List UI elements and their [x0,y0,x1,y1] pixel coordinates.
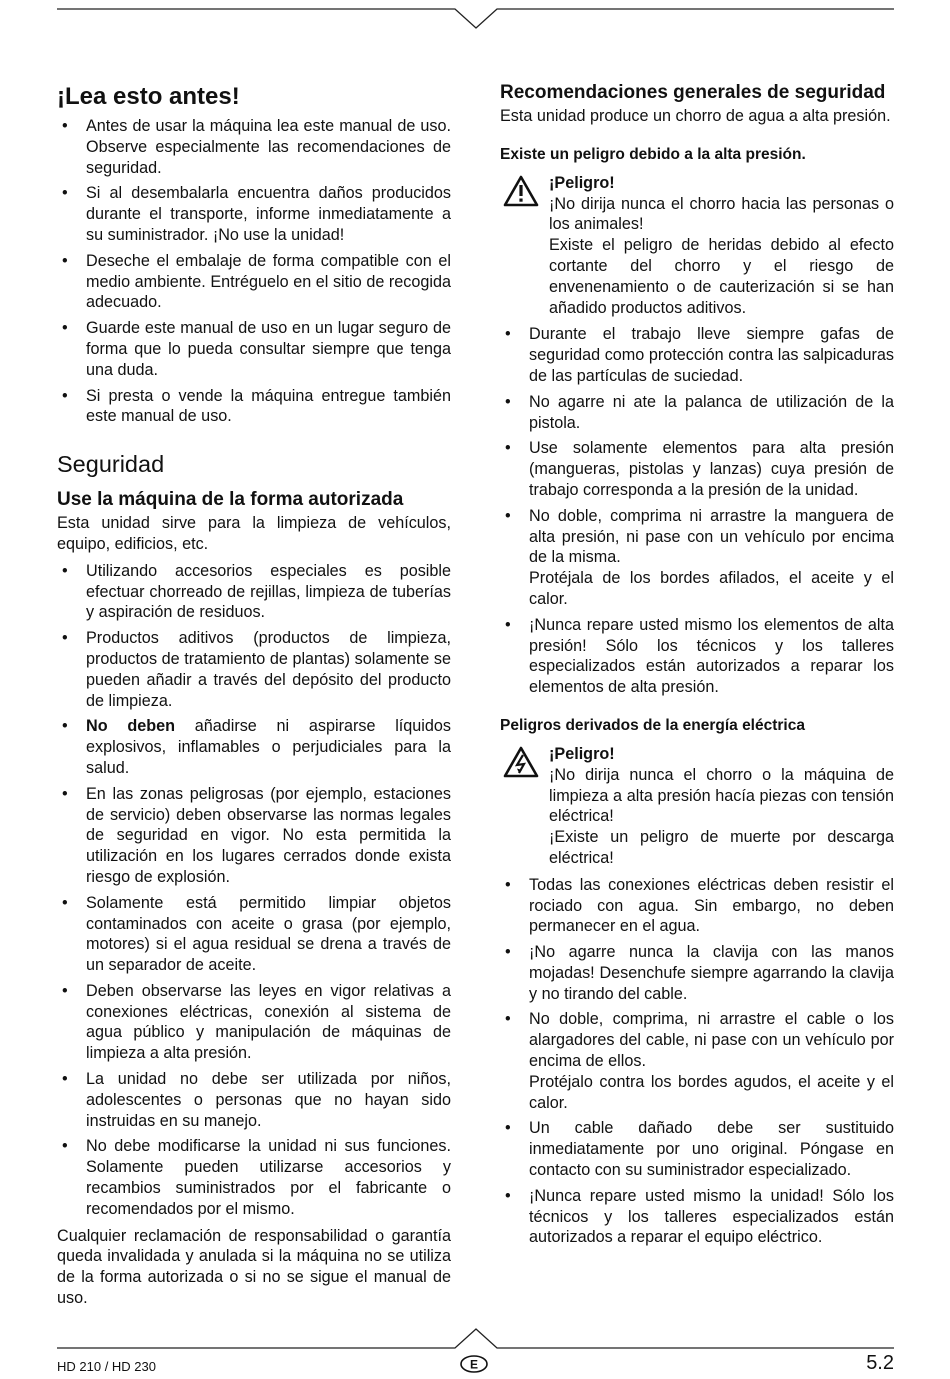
list-item: • Deben observarse las leyes en vigor relativas a conexiones eléctricas, conexión al sistema de agua público y manipulación de máquinas de limpieza a alta presión. [62,981,451,1063]
page-number: 5.2 [866,1352,894,1374]
list-item: • Guarde este manual de uso en un lugar seguro de forma que lo pueda consultar siempre que tenga una duda. [62,319,451,379]
general-safety-heading: Recomendaciones generales de seguridad [500,82,886,103]
list-item: • No doble, comprima, ni arrastre el cable o los alargadores del cable, ni pase con un vehículo por encima de ellos. Protéjalo contra los bordes agudos, el aceite y el calor. [505,1010,894,1112]
authorized-use-heading: Use la máquina de la forma autorizada [57,489,404,511]
list-item: • Todas las conexiones eléctricas deben resistir el rociado con agua. Sin embargo, no deben permanecer en el agua. [505,875,894,936]
list-item: • Use solamente elementos para alta presión (mangueras, pistolas y lanzas) cuya presión de trabajo corresponda a la presión de la unidad. [505,439,894,499]
list-item: • ¡No agarre nunca la clavija con las manos mojadas! Desenchufe siempre agarrando la clavija y no tirando del cable. [505,943,894,1003]
list-item: • Productos aditivos (productos de limpieza, productos de tratamiento de plantas) solamente se pueden añadir a través del depósito del producto de limpieza. [62,629,451,710]
warning-title: ¡Peligro! [549,744,615,763]
electric-list [500,875,894,1249]
electric-hazard-heading: Peligros derivados de la energía eléctrica [500,716,805,734]
warning-text: ¡No dirija nunca el chorro hacia las personas o los animales! [549,194,894,234]
pressure-list [500,324,894,698]
authorized-use-list [57,561,451,1220]
bottom-rule [0,1320,950,1360]
list-item: • Si al desembalarla encuentra daños producidos durante el transporte, informe inmediatamente a su suministrador. ¡No use la unidad! [62,184,451,244]
read-first-title: ¡Lea esto antes! [57,83,240,110]
warning-text: Existe el peligro de heridas debido al efecto cortante del chorro y el riesgo de envenenamiento o de cauterización si se han añadido productos aditivos. [549,236,894,317]
list-item: • ¡Nunca repare usted mismo los elementos de alta presión! Sólo los técnicos y los talleres especializados están autorizados a reparar los elementos de alta presión. [505,615,894,697]
list-item: • No agarre ni ate la palanca de utilización de la pistola. [505,392,894,432]
pressure-hazard-heading: Existe un peligro debido a la alta presión. [500,145,806,163]
list-item: • En las zonas peligrosas (por ejemplo, estaciones de servicio) deben observarse las normas legales de seguridad en vigor. No esta permitida la utilización en los lugares cerrados donde exista riesgo de explosión. [62,784,451,886]
electric-hazard-icon [503,746,539,778]
list-item: • No deben añadirse ni aspirarse líquidos explosivos, inflamables o perjudiciales para la salud. [62,717,451,777]
electric-warning [500,744,894,869]
list-item: • ¡Nunca repare usted mismo la unidad! Sólo los técnicos y los talleres especializados están autorizados a reparar el equipo eléctrico. [505,1186,894,1247]
language-badge [460,1355,488,1373]
list-item: • Si presta o vende la máquina entregue también este manual de uso. [62,386,451,426]
list-item: • Un cable dañado debe ser sustituido inmediatamente por uno original. Póngase en contacto con su suministrador especializado. [505,1119,894,1180]
list-item: • Utilizando accesorios especiales es posible efectuar chorreado de rejillas, limpieza de tuberías y aspiración de residuos. [62,561,451,622]
footer-model: HD 210 / HD 230 [57,1359,156,1374]
list-item: • La unidad no debe ser utilizada por niños, adolescentes o personas que no hayan sido instruidas en su manejo. [62,1070,451,1130]
warning-title: ¡Peligro! [549,173,615,192]
list-item: • Antes de usar la máquina lea este manual de uso. Observe especialmente las recomendaciones de seguridad. [62,117,451,177]
left-column [57,82,451,1315]
language-badge-label: E [469,1357,479,1372]
warning-text: ¡No dirija nunca el chorro o la máquina de limpieza a alta presión hacía piezas con tensión eléctrica! [549,765,894,826]
intro-list [57,116,451,427]
general-safety-intro: Esta unidad produce un chorro de agua a alta presión. [500,107,891,125]
list-item: • No debe modificarse la unidad ni sus funciones. Solamente pueden utilizarse accesorios y recambios suministrados por el fabricante o recomendados por el mismo. [62,1137,451,1218]
list-item: • Solamente está permitido limpiar objetos contaminados con aceite o grasa (por ejemplo, motores) si el agua residual se drena a través de un separador de aceite. [62,893,451,975]
safety-section-title: Seguridad [57,451,165,478]
liability-note: Cualquier reclamación de responsabilidad o garantía queda invalidada y anulada si la máquina no se utiliza de la forma autorizada o si no se sigue el manual de uso. [57,1226,451,1308]
pressure-warning [500,173,894,319]
warning-triangle-icon [503,175,539,207]
top-rule [0,0,950,40]
warning-text: ¡Existe un peligro de muerte por descarga eléctrica! [549,828,894,867]
authorized-use-intro: Esta unidad sirve para la limpieza de vehículos, equipo, edificios, etc. [57,514,451,553]
list-item: • No doble, comprima ni arrastre la manguera de alta presión, ni pase con un vehículo por encima de la misma. Protéjala de los bordes afilados, el aceite y el calor. [505,506,894,608]
list-item: • Deseche el embalaje de forma compatible con el medio ambiente. Entréguelo en el sitio de recogida adecuado. [62,251,451,312]
list-item: • Durante el trabajo lleve siempre gafas de seguridad como protección contra las salpicaduras de las partículas de suciedad. [505,325,894,385]
right-column [500,82,894,1254]
